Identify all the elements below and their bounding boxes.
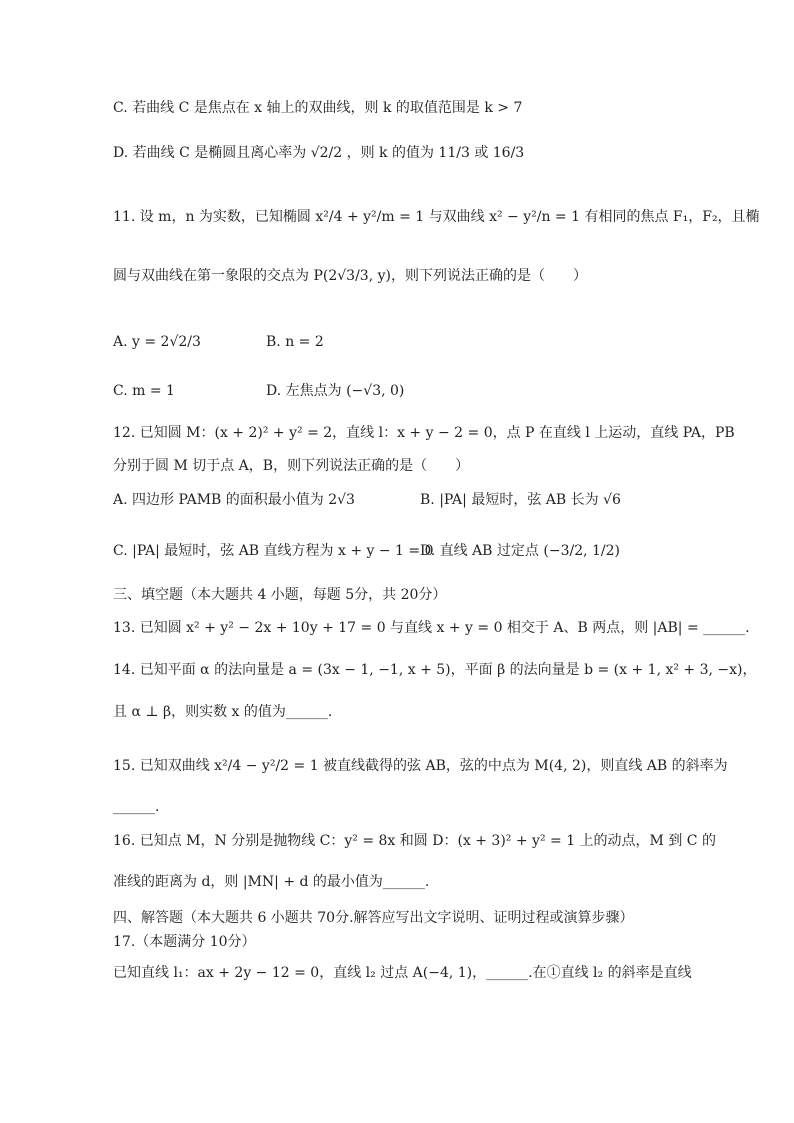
- q14-line1: 14. 已知平面 α 的法向量是 a = (3x − 1, −1, x + 5)，平面 β 的法向量是 b = (x + 1, x² + 3, −x)，: [113, 662, 757, 678]
- q10-option-c: C. 若曲线 C 是焦点在 x 轴上的双曲线，则 k 的取值范围是 k > 7: [113, 100, 523, 116]
- q12-option-b: B. |PA| 最短时，弦 AB 长为 √6: [420, 492, 621, 508]
- q12-stem-line1: 12. 已知圆 M：(x + 2)² + y² = 2，直线 l：x + y − 2 = 0，点 P 在直线 l 上运动，直线 PA，PB: [113, 425, 735, 441]
- q16-line1: 16. 已知点 M，N 分别是抛物线 C：y² = 8x 和圆 D：(x + 3)² + y² = 1 上的动点，M 到 C 的: [113, 833, 716, 849]
- q15-line2: ______.: [113, 799, 160, 815]
- q12-stem-line2: 分别于圆 M 切于点 A，B，则下列说法正确的是（ ）: [113, 458, 470, 474]
- q16-line2: 准线的距离为 d，则 |MN| + d 的最小值为______.: [113, 874, 430, 890]
- section4-title: 四、解答题（本大题共 6 小题共 70分.解答应写出文字说明、证明过程或演算步骤）: [113, 910, 634, 926]
- q11-option-c: C. m = 1: [113, 383, 175, 399]
- q10-option-d: D. 若曲线 C 是椭圆且离心率为 √2/2 ，则 k 的值为 11/3 或 16/3: [113, 145, 525, 161]
- q14-line2: 且 α ⊥ β，则实数 x 的值为______.: [113, 704, 333, 720]
- q17-header: 17.（本题满分 10分）: [113, 934, 256, 950]
- q12-option-d: D. 直线 AB 过定点 (−3/2, 1/2): [420, 543, 620, 559]
- section3-title: 三、填空题（本大题共 4 小题，每题 5分，共 20分）: [113, 587, 447, 603]
- q11-option-a: A. y = 2√2/3: [113, 334, 201, 350]
- q11-stem-line1: 11. 设 m，n 为实数，已知椭圆 x²/4 + y²/m = 1 与双曲线 x² − y²/n = 1 有相同的焦点 F₁，F₂，且椭: [113, 209, 760, 225]
- q11-stem-line2: 圆与双曲线在第一象限的交点为 P(2√3/3, y)，则下列说法正确的是（ ）: [113, 268, 587, 284]
- q11-option-b: B. n = 2: [266, 334, 324, 350]
- q12-option-c: C. |PA| 最短时，弦 AB 直线方程为 x + y − 1 = 0: [113, 543, 434, 559]
- q17-line1: 已知直线 l₁：ax + 2y − 12 = 0，直线 l₂ 过点 A(−4, 1)，______.在①直线 l₂ 的斜率是直线: [113, 965, 692, 981]
- q11-option-d: D. 左焦点为 (−√3, 0): [266, 383, 405, 399]
- q13-text: 13. 已知圆 x² + y² − 2x + 10y + 17 = 0 与直线 x + y = 0 相交于 A、B 两点，则 |AB| = ______.: [113, 620, 750, 636]
- q12-option-a: A. 四边形 PAMB 的面积最小值为 2√3: [113, 492, 355, 508]
- q15-line1: 15. 已知双曲线 x²/4 − y²/2 = 1 被直线截得的弦 AB，弦的中点为 M(4, 2)，则直线 AB 的斜率为: [113, 758, 728, 774]
